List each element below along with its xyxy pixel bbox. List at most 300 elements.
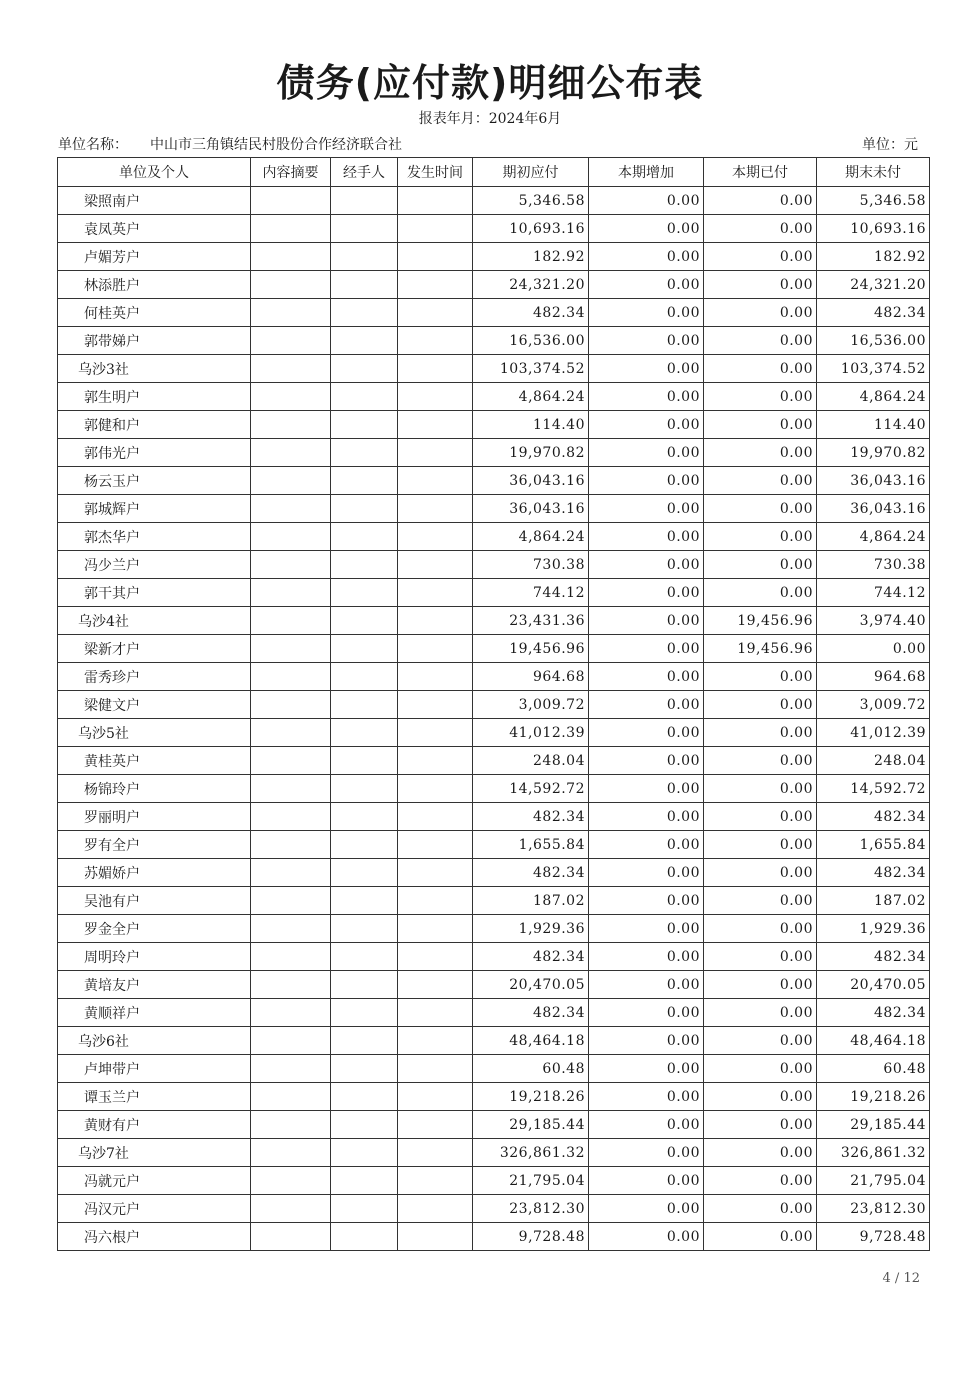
cell-opening: 1,655.84 <box>473 831 589 859</box>
cell-opening: 20,470.05 <box>473 971 589 999</box>
cell-paid: 0.00 <box>704 775 817 803</box>
cell-increase: 0.00 <box>589 439 704 467</box>
cell-entity: 何桂英户 <box>58 299 251 327</box>
cell-increase: 0.00 <box>589 271 704 299</box>
table-row <box>58 691 930 719</box>
cell-closing: 60.48 <box>817 1055 930 1083</box>
table-row <box>58 971 930 999</box>
cell-handler <box>331 467 398 495</box>
cell-entity: 黄培友户 <box>58 971 251 999</box>
cell-closing: 326,861.32 <box>817 1139 930 1167</box>
cell-handler <box>331 887 398 915</box>
cell-closing: 36,043.16 <box>817 495 930 523</box>
cell-closing: 9,728.48 <box>817 1223 930 1251</box>
cell-paid: 0.00 <box>704 299 817 327</box>
cell-closing: 29,185.44 <box>817 1111 930 1139</box>
cell-paid: 0.00 <box>704 495 817 523</box>
cell-closing: 103,374.52 <box>817 355 930 383</box>
cell-closing: 482.34 <box>817 943 930 971</box>
cell-date <box>398 1055 473 1083</box>
cell-paid: 0.00 <box>704 1195 817 1223</box>
cell-opening: 14,592.72 <box>473 775 589 803</box>
cell-increase: 0.00 <box>589 187 704 215</box>
cell-handler <box>331 411 398 439</box>
col-header-paid: 本期已付 <box>704 158 817 187</box>
cell-paid: 0.00 <box>704 1027 817 1055</box>
cell-summary <box>251 719 331 747</box>
cell-opening: 41,012.39 <box>473 719 589 747</box>
cell-paid: 0.00 <box>704 803 817 831</box>
table-row <box>58 1195 930 1223</box>
cell-closing: 248.04 <box>817 747 930 775</box>
cell-date <box>398 215 473 243</box>
cell-entity: 乌沙6社 <box>58 1027 251 1055</box>
cell-closing: 187.02 <box>817 887 930 915</box>
cell-handler <box>331 215 398 243</box>
cell-summary <box>251 523 331 551</box>
cell-increase: 0.00 <box>589 523 704 551</box>
table-row <box>58 187 930 215</box>
cell-closing: 3,009.72 <box>817 691 930 719</box>
cell-handler <box>331 383 398 411</box>
cell-handler <box>331 579 398 607</box>
table-row <box>58 747 930 775</box>
cell-summary <box>251 803 331 831</box>
cell-paid: 0.00 <box>704 915 817 943</box>
cell-paid: 0.00 <box>704 663 817 691</box>
cell-entity: 郭健和户 <box>58 411 251 439</box>
cell-summary <box>251 1223 331 1251</box>
cell-summary <box>251 943 331 971</box>
cell-handler <box>331 1111 398 1139</box>
cell-paid: 0.00 <box>704 551 817 579</box>
cell-handler <box>331 1027 398 1055</box>
cell-date <box>398 411 473 439</box>
cell-date <box>398 383 473 411</box>
cell-paid: 0.00 <box>704 383 817 411</box>
cell-paid: 0.00 <box>704 859 817 887</box>
cell-summary <box>251 383 331 411</box>
cell-opening: 187.02 <box>473 887 589 915</box>
cell-increase: 0.00 <box>589 887 704 915</box>
cell-paid: 0.00 <box>704 327 817 355</box>
cell-entity: 罗有全户 <box>58 831 251 859</box>
cell-handler <box>331 551 398 579</box>
cell-entity: 郭带娣户 <box>58 327 251 355</box>
table-row <box>58 775 930 803</box>
cell-entity: 吴池有户 <box>58 887 251 915</box>
cell-entity: 乌沙5社 <box>58 719 251 747</box>
cell-increase: 0.00 <box>589 719 704 747</box>
cell-closing: 23,812.30 <box>817 1195 930 1223</box>
col-header-handler: 经手人 <box>331 158 398 187</box>
table-row <box>58 439 930 467</box>
cell-handler <box>331 607 398 635</box>
table-row <box>58 859 930 887</box>
cell-summary <box>251 355 331 383</box>
table-row <box>58 523 930 551</box>
cell-opening: 482.34 <box>473 859 589 887</box>
cell-opening: 482.34 <box>473 803 589 831</box>
cell-opening: 60.48 <box>473 1055 589 1083</box>
cell-increase: 0.00 <box>589 803 704 831</box>
cell-opening: 730.38 <box>473 551 589 579</box>
cell-opening: 482.34 <box>473 299 589 327</box>
cell-closing: 41,012.39 <box>817 719 930 747</box>
cell-entity: 乌沙7社 <box>58 1139 251 1167</box>
table-row <box>58 719 930 747</box>
cell-handler <box>331 719 398 747</box>
cell-handler <box>331 775 398 803</box>
cell-paid: 0.00 <box>704 579 817 607</box>
cell-increase: 0.00 <box>589 607 704 635</box>
cell-handler <box>331 943 398 971</box>
cell-closing: 3,974.40 <box>817 607 930 635</box>
cell-date <box>398 1139 473 1167</box>
cell-increase: 0.00 <box>589 663 704 691</box>
cell-handler <box>331 243 398 271</box>
table-row <box>58 1139 930 1167</box>
unit-name-value: 中山市三角镇结民村股份合作经济联合社 <box>150 137 402 153</box>
cell-closing: 4,864.24 <box>817 383 930 411</box>
cell-increase: 0.00 <box>589 1055 704 1083</box>
cell-handler <box>331 439 398 467</box>
cell-entity: 郭杰华户 <box>58 523 251 551</box>
cell-paid: 0.00 <box>704 1167 817 1195</box>
cell-summary <box>251 439 331 467</box>
table-row <box>58 943 930 971</box>
cell-closing: 5,346.58 <box>817 187 930 215</box>
cell-paid: 0.00 <box>704 1055 817 1083</box>
cell-increase: 0.00 <box>589 551 704 579</box>
cell-entity: 周明玲户 <box>58 943 251 971</box>
cell-paid: 0.00 <box>704 691 817 719</box>
cell-increase: 0.00 <box>589 495 704 523</box>
cell-paid: 0.00 <box>704 355 817 383</box>
cell-closing: 48,464.18 <box>817 1027 930 1055</box>
cell-summary <box>251 187 331 215</box>
cell-paid: 0.00 <box>704 411 817 439</box>
cell-date <box>398 747 473 775</box>
cell-summary <box>251 831 331 859</box>
cell-entity: 冯少兰户 <box>58 551 251 579</box>
cell-entity: 苏媚娇户 <box>58 859 251 887</box>
col-header-closing: 期末未付 <box>817 158 930 187</box>
table-row <box>58 467 930 495</box>
cell-date <box>398 1111 473 1139</box>
cell-date <box>398 355 473 383</box>
cell-opening: 10,693.16 <box>473 215 589 243</box>
cell-opening: 3,009.72 <box>473 691 589 719</box>
cell-entity: 郭城辉户 <box>58 495 251 523</box>
cell-entity: 黄桂英户 <box>58 747 251 775</box>
cell-entity: 郭伟光户 <box>58 439 251 467</box>
cell-opening: 36,043.16 <box>473 495 589 523</box>
cell-summary <box>251 243 331 271</box>
cell-increase: 0.00 <box>589 215 704 243</box>
cell-paid: 0.00 <box>704 999 817 1027</box>
cell-handler <box>331 663 398 691</box>
cell-entity: 郭生明户 <box>58 383 251 411</box>
cell-handler <box>331 747 398 775</box>
cell-increase: 0.00 <box>589 1139 704 1167</box>
cell-date <box>398 1195 473 1223</box>
cell-date <box>398 775 473 803</box>
cell-opening: 4,864.24 <box>473 523 589 551</box>
cell-increase: 0.00 <box>589 747 704 775</box>
cell-handler <box>331 1055 398 1083</box>
cell-paid: 19,456.96 <box>704 635 817 663</box>
cell-increase: 0.00 <box>589 1027 704 1055</box>
cell-paid: 0.00 <box>704 747 817 775</box>
cell-handler <box>331 915 398 943</box>
cell-date <box>398 1223 473 1251</box>
cell-entity: 郭干其户 <box>58 579 251 607</box>
cell-summary <box>251 915 331 943</box>
cell-closing: 1,655.84 <box>817 831 930 859</box>
table-row <box>58 1223 930 1251</box>
cell-entity: 冯六根户 <box>58 1223 251 1251</box>
table-row <box>58 1167 930 1195</box>
table-row <box>58 999 930 1027</box>
cell-opening: 9,728.48 <box>473 1223 589 1251</box>
cell-entity: 梁照南户 <box>58 187 251 215</box>
col-header-date: 发生时间 <box>398 158 473 187</box>
cell-date <box>398 999 473 1027</box>
unit-name-label: 单位名称： <box>58 137 128 153</box>
cell-opening: 48,464.18 <box>473 1027 589 1055</box>
cell-summary <box>251 971 331 999</box>
cell-summary <box>251 1111 331 1139</box>
cell-entity: 杨云玉户 <box>58 467 251 495</box>
cell-increase: 0.00 <box>589 915 704 943</box>
page-indicator: 4 / 12 <box>882 1271 920 1286</box>
cell-opening: 964.68 <box>473 663 589 691</box>
cell-entity: 冯就元户 <box>58 1167 251 1195</box>
cell-opening: 482.34 <box>473 999 589 1027</box>
table-row <box>58 215 930 243</box>
cell-date <box>398 495 473 523</box>
table-row <box>58 803 930 831</box>
cell-opening: 4,864.24 <box>473 383 589 411</box>
cell-summary <box>251 1139 331 1167</box>
cell-increase: 0.00 <box>589 243 704 271</box>
cell-handler <box>331 495 398 523</box>
cell-increase: 0.00 <box>589 467 704 495</box>
cell-paid: 0.00 <box>704 1223 817 1251</box>
table-row <box>58 1083 930 1111</box>
cell-handler <box>331 355 398 383</box>
cell-closing: 482.34 <box>817 803 930 831</box>
unit-name-group <box>58 134 402 154</box>
cell-closing: 964.68 <box>817 663 930 691</box>
cell-entity: 梁健文户 <box>58 691 251 719</box>
cell-date <box>398 887 473 915</box>
table-row <box>58 327 930 355</box>
cell-paid: 0.00 <box>704 243 817 271</box>
cell-closing: 4,864.24 <box>817 523 930 551</box>
cell-date <box>398 971 473 999</box>
debt-detail-table <box>57 157 930 1251</box>
cell-date <box>398 243 473 271</box>
table-row <box>58 411 930 439</box>
cell-summary <box>251 607 331 635</box>
cell-increase: 0.00 <box>589 327 704 355</box>
table-row <box>58 383 930 411</box>
cell-paid: 0.00 <box>704 887 817 915</box>
cell-opening: 182.92 <box>473 243 589 271</box>
cell-entity: 卢坤带户 <box>58 1055 251 1083</box>
table-row <box>58 495 930 523</box>
cell-closing: 482.34 <box>817 999 930 1027</box>
cell-opening: 5,346.58 <box>473 187 589 215</box>
cell-paid: 0.00 <box>704 439 817 467</box>
cell-date <box>398 803 473 831</box>
cell-summary <box>251 1167 331 1195</box>
cell-summary <box>251 299 331 327</box>
cell-opening: 19,456.96 <box>473 635 589 663</box>
cell-closing: 20,470.05 <box>817 971 930 999</box>
cell-increase: 0.00 <box>589 411 704 439</box>
cell-opening: 23,431.36 <box>473 607 589 635</box>
cell-date <box>398 1167 473 1195</box>
cell-handler <box>331 1139 398 1167</box>
cell-opening: 744.12 <box>473 579 589 607</box>
cell-increase: 0.00 <box>589 1111 704 1139</box>
cell-opening: 103,374.52 <box>473 355 589 383</box>
cell-closing: 114.40 <box>817 411 930 439</box>
col-header-entity: 单位及个人 <box>58 158 251 187</box>
cell-paid: 0.00 <box>704 271 817 299</box>
cell-summary <box>251 411 331 439</box>
cell-summary <box>251 1195 331 1223</box>
cell-handler <box>331 271 398 299</box>
col-header-increase: 本期增加 <box>589 158 704 187</box>
cell-handler <box>331 999 398 1027</box>
cell-summary <box>251 999 331 1027</box>
table-row <box>58 915 930 943</box>
col-header-opening: 期初应付 <box>473 158 589 187</box>
cell-summary <box>251 271 331 299</box>
cell-date <box>398 579 473 607</box>
cell-paid: 0.00 <box>704 523 817 551</box>
cell-handler <box>331 635 398 663</box>
cell-opening: 21,795.04 <box>473 1167 589 1195</box>
cell-paid: 19,456.96 <box>704 607 817 635</box>
cell-increase: 0.00 <box>589 831 704 859</box>
cell-entity: 黄财有户 <box>58 1111 251 1139</box>
cell-increase: 0.00 <box>589 971 704 999</box>
cell-increase: 0.00 <box>589 1195 704 1223</box>
cell-entity: 罗金全户 <box>58 915 251 943</box>
cell-handler <box>331 187 398 215</box>
cell-closing: 14,592.72 <box>817 775 930 803</box>
table-row <box>58 355 930 383</box>
cell-date <box>398 439 473 467</box>
cell-increase: 0.00 <box>589 1223 704 1251</box>
cell-handler <box>331 803 398 831</box>
cell-summary <box>251 1027 331 1055</box>
cell-closing: 730.38 <box>817 551 930 579</box>
cell-increase: 0.00 <box>589 579 704 607</box>
cell-paid: 0.00 <box>704 971 817 999</box>
cell-entity: 雷秀珍户 <box>58 663 251 691</box>
cell-paid: 0.00 <box>704 719 817 747</box>
cell-paid: 0.00 <box>704 1111 817 1139</box>
cell-entity: 冯汉元户 <box>58 1195 251 1223</box>
cell-increase: 0.00 <box>589 943 704 971</box>
cell-increase: 0.00 <box>589 999 704 1027</box>
cell-opening: 482.34 <box>473 943 589 971</box>
cell-summary <box>251 551 331 579</box>
cell-date <box>398 831 473 859</box>
col-header-summary: 内容摘要 <box>251 158 331 187</box>
cell-summary <box>251 327 331 355</box>
cell-paid: 0.00 <box>704 1139 817 1167</box>
cell-paid: 0.00 <box>704 467 817 495</box>
cell-entity: 乌沙4社 <box>58 607 251 635</box>
cell-increase: 0.00 <box>589 1083 704 1111</box>
table-row <box>58 299 930 327</box>
cell-summary <box>251 691 331 719</box>
cell-summary <box>251 747 331 775</box>
cell-increase: 0.00 <box>589 383 704 411</box>
cell-opening: 36,043.16 <box>473 467 589 495</box>
cell-entity: 卢媚芳户 <box>58 243 251 271</box>
cell-date <box>398 187 473 215</box>
cell-opening: 1,929.36 <box>473 915 589 943</box>
cell-summary <box>251 1083 331 1111</box>
cell-entity: 林添胜户 <box>58 271 251 299</box>
cell-handler <box>331 523 398 551</box>
cell-handler <box>331 859 398 887</box>
cell-opening: 16,536.00 <box>473 327 589 355</box>
cell-date <box>398 635 473 663</box>
cell-closing: 10,693.16 <box>817 215 930 243</box>
cell-opening: 19,970.82 <box>473 439 589 467</box>
cell-closing: 482.34 <box>817 859 930 887</box>
cell-entity: 谭玉兰户 <box>58 1083 251 1111</box>
cell-paid: 0.00 <box>704 943 817 971</box>
cell-summary <box>251 775 331 803</box>
cell-summary <box>251 467 331 495</box>
table-body <box>58 187 930 1251</box>
cell-increase: 0.00 <box>589 635 704 663</box>
cell-date <box>398 1027 473 1055</box>
table-row <box>58 551 930 579</box>
cell-date <box>398 551 473 579</box>
table-row <box>58 887 930 915</box>
cell-handler <box>331 1195 398 1223</box>
cell-handler <box>331 691 398 719</box>
cell-increase: 0.00 <box>589 299 704 327</box>
cell-closing: 744.12 <box>817 579 930 607</box>
cell-entity: 袁凤英户 <box>58 215 251 243</box>
cell-opening: 114.40 <box>473 411 589 439</box>
cell-summary <box>251 215 331 243</box>
cell-handler <box>331 1083 398 1111</box>
cell-entity: 梁新才户 <box>58 635 251 663</box>
cell-date <box>398 859 473 887</box>
table-row <box>58 243 930 271</box>
cell-handler <box>331 1223 398 1251</box>
cell-date <box>398 467 473 495</box>
cell-date <box>398 1083 473 1111</box>
cell-increase: 0.00 <box>589 1167 704 1195</box>
cell-opening: 326,861.32 <box>473 1139 589 1167</box>
cell-date <box>398 327 473 355</box>
cell-closing: 1,929.36 <box>817 915 930 943</box>
